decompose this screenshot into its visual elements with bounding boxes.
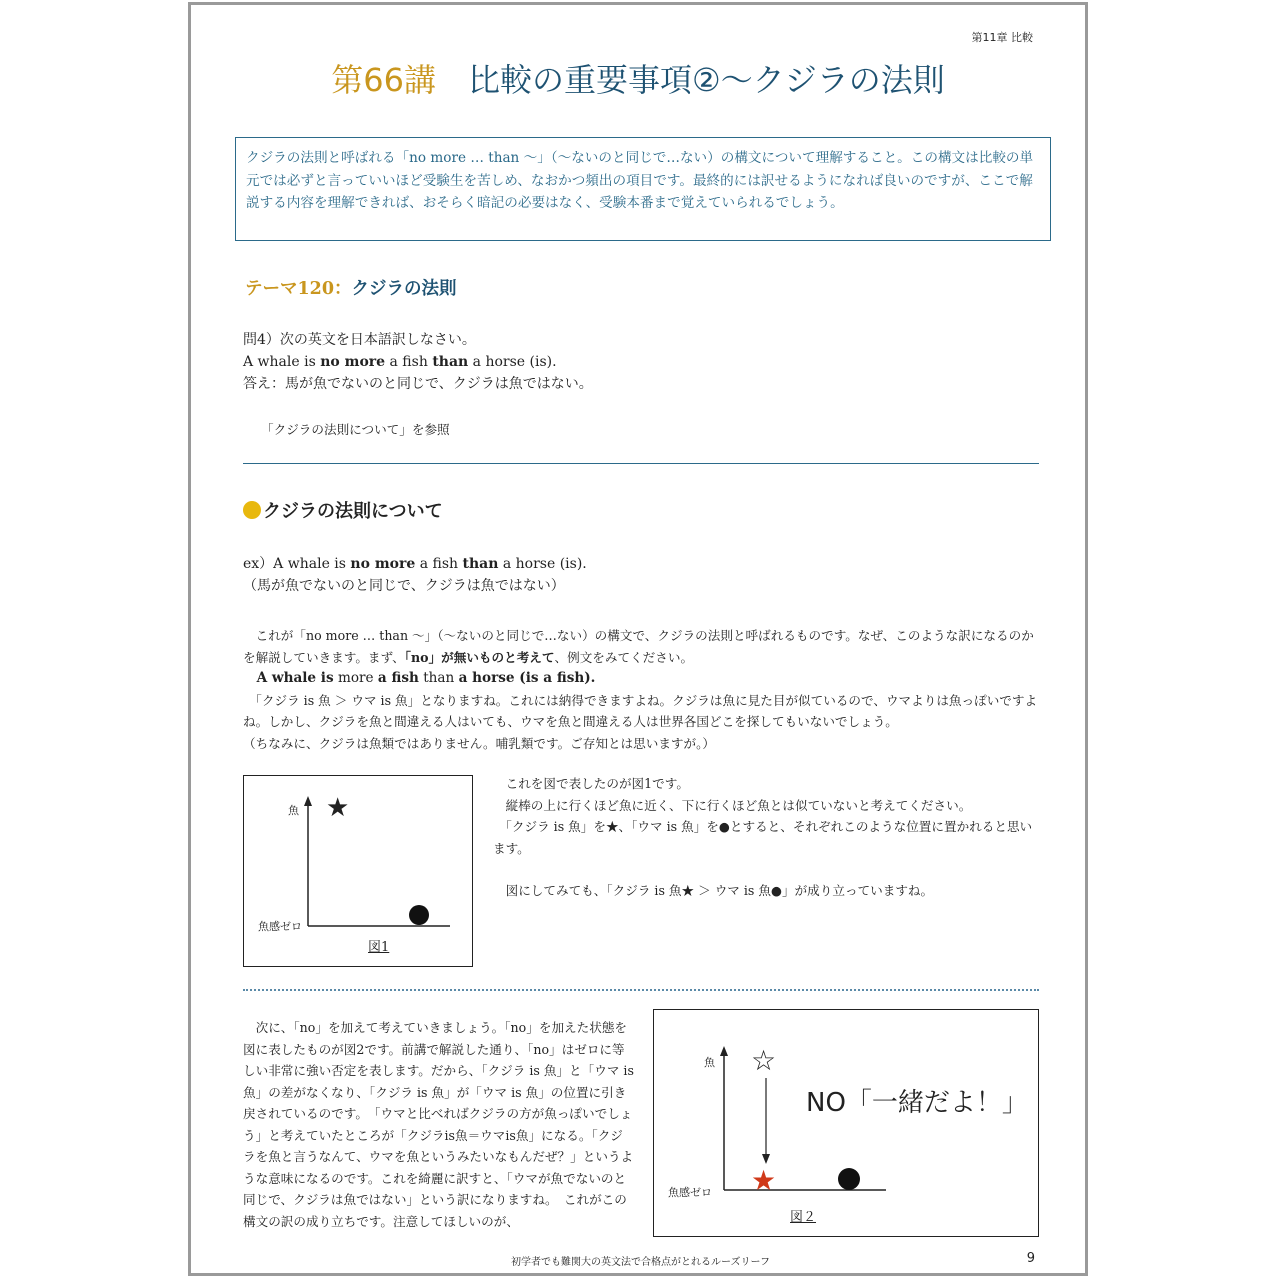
fig1-caption: 図1	[368, 940, 390, 955]
part2-paragraph: 次に、「no」を加えて考えていきましょう。「no」を加えた状態を図に表したものが図2です。前講で解説した通り、「no」はゼロに等しい非常に強い否定を表します。だから、「クジラ is 魚」と「ウマ is 魚」の差がなくなり、「クジラ is 魚」が「ウマ is 魚」の位置に引き戻されているのです。 「ウマと比べればクジラの方が魚っぽいでしょう」と考えていたところが「クジラis魚＝ウマis魚」になる。「クジラを魚と言うなんて、ウマを魚というみたいなもんだぜ？」というような意味になるのです。これを綺麗に訳すと、「ウマが魚でないのと同じで、クジラは魚ではない」という訳になりますね。 これがこの構文の訳の成り立ちです。注意してほしいのが、	[243, 1020, 634, 1229]
theme-title: クジラの法則	[351, 279, 457, 299]
explanation-sentence: A whale is more a fish than a horse (is a fish).	[243, 670, 596, 686]
footer-text: 初学者でも難関大の英文法で合格点がとれるルーズリーフ	[511, 1257, 770, 1268]
fig1-y-axis-label: 魚	[288, 804, 299, 817]
red-star-icon: ★	[751, 1164, 777, 1197]
fig2-zero-label: 魚感ゼロ	[668, 1186, 712, 1199]
yellow-bullet-icon	[243, 501, 261, 519]
example-translation: （馬が魚でないのと同じで、クジラは魚ではない）	[243, 578, 565, 594]
section-divider	[243, 463, 1039, 464]
whale-star-icon: ★	[326, 793, 350, 823]
figure-1	[243, 775, 473, 967]
chapter-label: 第11章 比較	[971, 31, 1033, 44]
question-sentence: A whale is no more a fish than a horse (is).	[243, 354, 557, 370]
fig1-zero-label: 魚感ゼロ	[258, 920, 302, 933]
page-number: 9	[1026, 1251, 1035, 1266]
lecture-title: 比較の重要事項②〜クジラの法則	[468, 61, 945, 99]
section-title: クジラの法則について	[263, 501, 443, 522]
figure-2	[653, 1009, 1039, 1237]
explanation-paragraph-3: （ちなみに、クジラは魚類ではありません。哺乳類です。ご存知とは思いますが。）	[243, 735, 716, 751]
theme-number: テーマ120：	[245, 279, 352, 299]
fig1-text-3: 「クジラ is 魚」を★、「ウマ is 魚」を●とすると、それぞれこのような位置に置かれると思います。	[493, 819, 1033, 856]
question-prompt: 問4）次の英文を日本語訳しなさい。	[243, 332, 476, 348]
fig1-text-2: 縦棒の上に行くほど魚に近く、下に行くほど魚とは似ていないと考えてください。	[493, 797, 972, 813]
section-heading	[243, 497, 443, 523]
dotted-divider	[243, 989, 1039, 991]
fig2-note: NO「一緒だよ！」	[806, 1088, 1028, 1118]
figure-1-explanation	[493, 773, 1041, 902]
fig1-text-4: 図にしてみても、「クジラ is 魚★ ＞ ウマ is 魚●」が成り立っていますね。	[493, 883, 934, 898]
figure-1-axes	[244, 776, 474, 968]
question-answer: 答え：馬が魚でないのと同じで、クジラは魚ではない。	[243, 376, 593, 392]
explanation-block	[243, 625, 1039, 754]
document-page	[188, 2, 1088, 1276]
fig1-text-1: これを図で表したのが図1です。	[493, 776, 689, 791]
page-title	[191, 55, 1085, 101]
theme-heading	[245, 275, 457, 300]
intro-box: クジラの法則と呼ばれる「no more … than 〜」（〜ないのと同じで…ない）の構文について理解すること。この構文は比較の単元では必ずと言っていいほど受験生を苦しめ、なおかつ頻出の項目です。最終的には訳せるようになれば良いのですが、ここで解説する内容を理解できれば、おそらく暗記の必要はなく、受験本番まで覚えていられるでしょう。	[235, 137, 1051, 241]
reference-note: 「クジラの法則について」を参照	[261, 422, 450, 437]
figure-2-axes	[654, 1010, 1040, 1238]
horse-dot	[409, 905, 429, 925]
explanation-paragraph-2: 「クジラ is 魚 ＞ ウマ is 魚」となりますね。これには納得できますよね。クジラは魚に見た目が似ているので、ウマよりは魚っぽいですよね。しかし、クジラを魚と間違える人はいても、ウマを魚と間違える人は世界各国どこを探してもいないでしょう。	[243, 692, 1038, 729]
example-sentence: ex）A whale is no more a fish than a horse (is).	[243, 556, 587, 572]
explanation-paragraph-1: これが「no more … than 〜」（〜ないのと同じで…ない）の構文で、クジラの法則と呼ばれるものです。なぜ、このような訳になるのかを解説していきます。まず、「no」が無いものと考えて、例文をみてください。	[243, 628, 1034, 665]
open-star-icon: ☆	[751, 1044, 777, 1077]
fig2-caption: 図２	[790, 1210, 817, 1225]
fig2-y-axis-label: 魚	[704, 1056, 715, 1069]
example-block	[243, 553, 1043, 597]
lecture-number: 第66講	[331, 61, 436, 99]
horse-dot	[838, 1168, 860, 1190]
question-block	[243, 329, 1043, 395]
